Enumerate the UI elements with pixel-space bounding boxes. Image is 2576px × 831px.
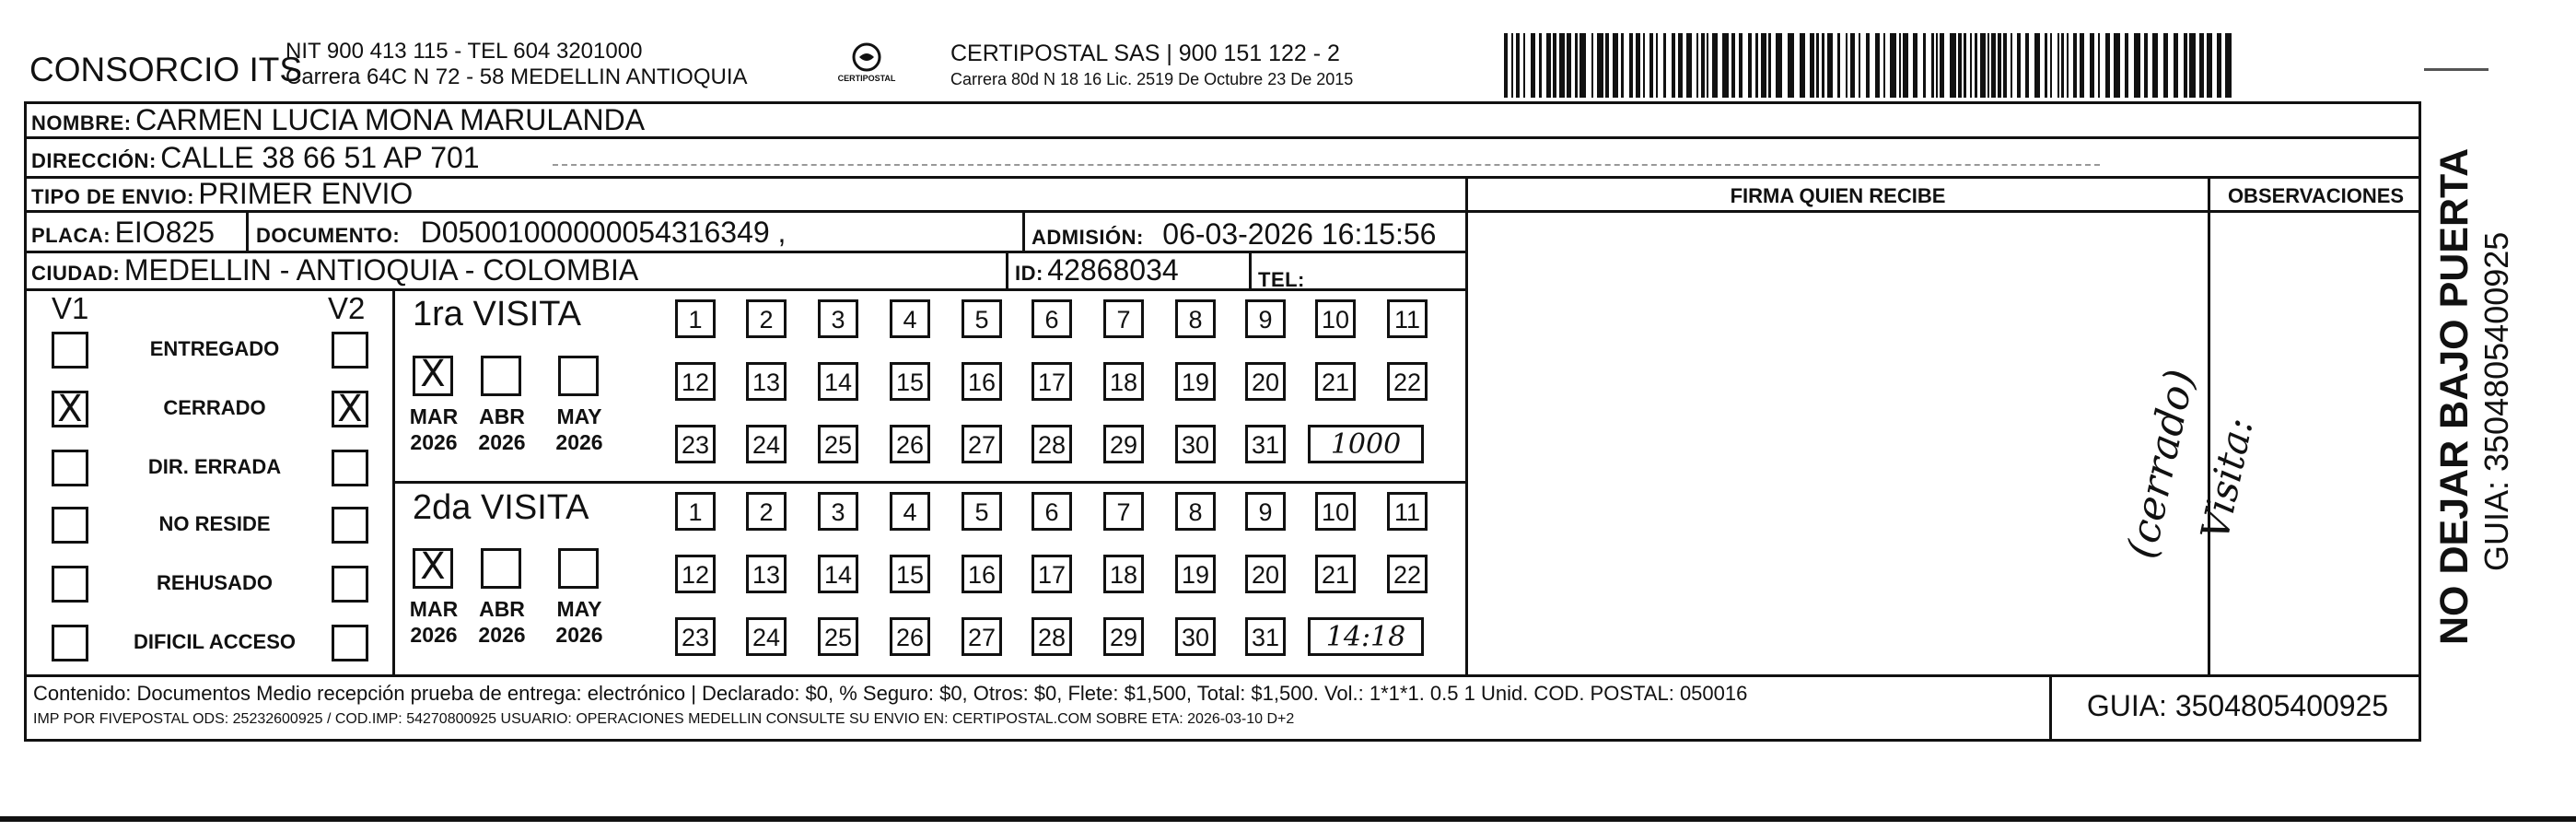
- barcode-bar: [2189, 33, 2196, 98]
- tipo-row: [31, 177, 413, 211]
- day-box[interactable]: 26: [890, 425, 930, 463]
- barcode-bar: [1761, 33, 1766, 98]
- status-v1-checkbox[interactable]: [52, 625, 88, 661]
- barcode-bar: [1722, 33, 1729, 98]
- status-label: REHUSADO: [157, 571, 273, 594]
- footer-line-1: Contenido: Documentos Medio recepción prueba de entrega: electrónico | Declarado: $0, % Seguro: $0, Otros: $0, Flete: $1,500, Total: $1,500. Vol.: 1*1*1. 0.5 1 Unid. COD. POSTAL: 050016: [33, 682, 1748, 705]
- barcode-bar: [2017, 33, 2021, 98]
- visit2-title: 2da VISITA: [413, 488, 589, 527]
- admision-row: [1032, 217, 1436, 252]
- checkbox-mark: X: [420, 545, 446, 588]
- day-box[interactable]: 19: [1175, 362, 1216, 401]
- day-box[interactable]: 5: [962, 299, 1002, 338]
- barcode-bar: [1822, 33, 1824, 98]
- visit-time-box[interactable]: 14:18: [1308, 617, 1424, 656]
- day-box[interactable]: 29: [1103, 617, 1144, 656]
- barcode-bar: [1827, 33, 1833, 98]
- day-box[interactable]: 6: [1032, 299, 1072, 338]
- barcode-bar: [1546, 33, 1551, 98]
- barcode-bar: [1816, 33, 1819, 98]
- barcode-bar: [1890, 33, 1896, 98]
- barcode-bar: [1950, 33, 1956, 98]
- barcode-bar: [1567, 33, 1571, 98]
- barcode-bar: [2144, 33, 2148, 98]
- day-box[interactable]: 7: [1103, 299, 1144, 338]
- month-year: 2026: [410, 430, 458, 454]
- barcode-bar: [1998, 33, 2001, 98]
- barcode-bar: [1504, 33, 1508, 98]
- barcode-bar: [1923, 33, 1926, 98]
- barcode-bar: [1531, 33, 1535, 98]
- month-year: 2026: [555, 430, 603, 454]
- day-box[interactable]: 20: [1245, 555, 1286, 593]
- day-box[interactable]: 19: [1175, 555, 1216, 593]
- barcode-bar: [2098, 33, 2100, 98]
- day-box[interactable]: 23: [675, 617, 716, 656]
- barcode-bar: [2105, 33, 2110, 98]
- company-name: CONSORCIO ITS: [29, 51, 303, 88]
- status-label: DIFICIL ACCESO: [133, 630, 296, 653]
- tipo-label: TIPO DE ENVIO:: [31, 185, 194, 208]
- barcode-bar: [1903, 33, 1908, 98]
- status-v1-checkbox[interactable]: [52, 507, 88, 544]
- day-box[interactable]: 9: [1245, 492, 1286, 531]
- barcode-bar: [1511, 33, 1513, 98]
- day-box[interactable]: 16: [962, 362, 1002, 401]
- barcode-bar: [1776, 33, 1782, 98]
- documento-value: D05001000000054316349 ,: [420, 216, 787, 249]
- day-box[interactable]: 30: [1175, 617, 1216, 656]
- status-v1-checkbox[interactable]: [52, 450, 88, 486]
- day-box[interactable]: 28: [1032, 617, 1072, 656]
- visit1-month-checkbox[interactable]: [558, 356, 599, 396]
- day-box[interactable]: 2: [746, 299, 787, 338]
- checkbox-mark: X: [420, 353, 446, 395]
- id-value: 42868034: [1047, 253, 1179, 287]
- barcode-bar: [2067, 33, 2069, 98]
- day-box[interactable]: 8: [1175, 299, 1216, 338]
- day-box[interactable]: 6: [1032, 492, 1072, 531]
- day-box[interactable]: 13: [746, 555, 787, 593]
- page-bottom-rule: [0, 816, 2576, 822]
- day-box[interactable]: 28: [1032, 425, 1072, 463]
- barcode-bar: [1575, 33, 1578, 98]
- barcode-bar: [1559, 33, 1565, 98]
- barcode-bar: [2225, 33, 2232, 98]
- day-box[interactable]: 17: [1032, 362, 1072, 401]
- day-box[interactable]: 4: [890, 492, 930, 531]
- day-box[interactable]: 21: [1315, 555, 1356, 593]
- barcode-bar: [2073, 33, 2077, 98]
- tipo-value: PRIMER ENVIO: [198, 177, 414, 210]
- col-rule: [1465, 176, 1468, 674]
- col-rule: [246, 210, 249, 251]
- month-label: MAY: [556, 404, 602, 428]
- barcode-bar: [1649, 33, 1653, 98]
- barcode-bar: [2134, 33, 2140, 98]
- month-year: 2026: [555, 623, 603, 647]
- placa-label: PLACA:: [31, 224, 111, 247]
- col-rule: [392, 288, 395, 674]
- day-box[interactable]: 3: [818, 299, 858, 338]
- barcode-bar: [2184, 33, 2187, 98]
- barcode-bar: [1850, 33, 1855, 98]
- barcode-bar: [1875, 33, 1880, 98]
- placa-row: [31, 216, 215, 250]
- barcode-bar: [1899, 33, 1901, 98]
- barcode-bar: [1663, 33, 1666, 98]
- barcode-bar: [1516, 33, 1520, 98]
- ciudad-label: CIUDAD:: [31, 262, 121, 285]
- day-box[interactable]: 30: [1175, 425, 1216, 463]
- barcode-bar: [1605, 33, 1609, 98]
- logo-caption: CERTIPOSTAL: [837, 74, 896, 83]
- day-box[interactable]: 27: [962, 425, 1002, 463]
- barcode-bar: [1800, 33, 1805, 98]
- barcode-bar: [2080, 33, 2084, 98]
- barcode-bar: [1621, 33, 1624, 98]
- barcode-bar: [1755, 33, 1758, 98]
- day-box[interactable]: 2: [746, 492, 787, 531]
- barcode-bar: [1712, 33, 1718, 98]
- barcode-bar: [1579, 33, 1586, 98]
- barcode-bar: [1940, 33, 1944, 98]
- status-v2-checkbox[interactable]: [332, 450, 368, 486]
- day-box[interactable]: 25: [818, 617, 858, 656]
- footer-line-2: IMP POR FIVEPOSTAL ODS: 25232600925 / COD.IMP: 54270800925 USUARIO: OPERACIONES MEDELLIN CONSULTE SU ENVIO EN: CERTIPOSTAL.COM SOBRE ETA: 2026-03-10 D+2: [33, 711, 1295, 727]
- company-address: Carrera 64C N 72 - 58 MEDELLIN ANTIOQUIA: [286, 64, 748, 89]
- barcode-bar: [1613, 33, 1618, 98]
- barcode-bar: [1539, 33, 1542, 98]
- visit1-title: 1ra VISITA: [413, 295, 582, 334]
- day-box[interactable]: 12: [675, 362, 716, 401]
- visit1-month-checkbox[interactable]: [481, 356, 521, 396]
- barcode-bar: [2090, 33, 2094, 98]
- day-box[interactable]: 11: [1387, 299, 1428, 338]
- day-box[interactable]: 4: [890, 299, 930, 338]
- barcode-bar: [1810, 33, 1814, 98]
- day-box[interactable]: 24: [746, 617, 787, 656]
- day-box[interactable]: 31: [1245, 617, 1286, 656]
- barcode-bar: [1731, 33, 1735, 98]
- day-box[interactable]: 20: [1245, 362, 1286, 401]
- direccion-label: DIRECCIÓN:: [31, 149, 157, 172]
- visit1-month-checkbox[interactable]: [413, 353, 453, 396]
- day-box[interactable]: 23: [675, 425, 716, 463]
- barcode: [1504, 33, 2236, 98]
- month-label: ABR: [479, 597, 525, 621]
- day-box[interactable]: 29: [1103, 425, 1144, 463]
- barcode-bar: [1975, 33, 1977, 98]
- barcode-bar: [2114, 33, 2120, 98]
- status-v1-checkbox[interactable]: [52, 388, 88, 430]
- barcode-bar: [1859, 33, 1860, 98]
- month-label: ABR: [479, 404, 525, 428]
- row-rule: [24, 674, 2421, 677]
- month-label: MAY: [556, 597, 602, 621]
- id-row: [1015, 253, 1179, 287]
- barcode-bar: [2050, 33, 2052, 98]
- visit2-month-checkbox[interactable]: [413, 545, 453, 589]
- observation-note-2: Visita:: [2192, 413, 2262, 544]
- documento-label: DOCUMENTO:: [256, 224, 401, 247]
- status-v2-checkbox[interactable]: [332, 566, 368, 603]
- barcode-bar: [1678, 33, 1683, 98]
- status-label: CERRADO: [163, 396, 266, 419]
- day-box[interactable]: 13: [746, 362, 787, 401]
- day-box[interactable]: 15: [890, 362, 930, 401]
- month-label: MAR: [409, 597, 459, 621]
- no-dejar-bajo-puerta: NO DEJAR BAJO PUERTA: [2432, 147, 2477, 645]
- col-rule: [1249, 251, 1252, 288]
- barcode-bar: [2045, 33, 2047, 98]
- checkbox-mark: X: [337, 388, 363, 430]
- col-rule: [2049, 674, 2052, 742]
- barcode-bar: [1591, 33, 1593, 98]
- status-v2-checkbox[interactable]: [332, 332, 368, 369]
- footer-guia: GUIA: 3504805400925: [2086, 689, 2389, 722]
- day-box[interactable]: 18: [1103, 362, 1144, 401]
- barcode-bar: [1672, 33, 1675, 98]
- month-year: 2026: [478, 430, 526, 454]
- day-box[interactable]: 18: [1103, 555, 1144, 593]
- ciudad-value: MEDELLIN - ANTIOQUIA - COLOMBIA: [123, 253, 639, 287]
- status-v1-checkbox[interactable]: [52, 566, 88, 603]
- barcode-bar: [1686, 33, 1692, 98]
- day-box[interactable]: 9: [1245, 299, 1286, 338]
- documento-row: [256, 216, 786, 250]
- barcode-bar: [1739, 33, 1743, 98]
- nombre-value: CARMEN LUCIA MONA MARULANDA: [135, 103, 646, 136]
- direccion-row: [31, 141, 480, 175]
- month-year: 2026: [410, 623, 458, 647]
- barcode-bar: [1696, 33, 1698, 98]
- barcode-bar: [2199, 33, 2204, 98]
- barcode-bar: [2217, 33, 2221, 98]
- day-box[interactable]: 25: [818, 425, 858, 463]
- day-box[interactable]: 14: [818, 362, 858, 401]
- admision-label: ADMISIÓN:: [1032, 226, 1144, 249]
- day-box[interactable]: 17: [1032, 555, 1072, 593]
- nombre-row: [31, 103, 645, 137]
- barcode-bar: [1837, 33, 1840, 98]
- barcode-bar: [2025, 33, 2029, 98]
- tel-row: [1258, 260, 1305, 294]
- status-v1-checkbox[interactable]: [52, 332, 88, 369]
- nombre-label: NOMBRE:: [31, 111, 132, 135]
- month-year: 2026: [478, 623, 526, 647]
- barcode-bar: [2163, 33, 2168, 98]
- barcode-bar: [1866, 33, 1870, 98]
- barcode-bar: [2174, 33, 2178, 98]
- barcode-bar: [1597, 33, 1603, 98]
- barcode-bar: [1636, 33, 1640, 98]
- carrier-name: CERTIPOSTAL SAS | 900 151 122 - 2: [950, 41, 1340, 66]
- barcode-bar: [2061, 33, 2064, 98]
- barcode-bar: [1788, 33, 1794, 98]
- direccion-dots: [553, 164, 2100, 166]
- company-nit: NIT 900 413 115 - TEL 604 3201000: [286, 39, 643, 64]
- barcode-bar: [2152, 33, 2158, 98]
- status-label: DIR. ERRADA: [147, 455, 282, 478]
- barcode-bar: [1987, 33, 1989, 98]
- barcode-bar: [2057, 33, 2059, 98]
- day-box[interactable]: 1: [675, 299, 716, 338]
- barcode-bar: [1964, 33, 1966, 98]
- status-label: ENTREGADO: [149, 337, 280, 360]
- firma-header: FIRMA QUIEN RECIBE: [1730, 184, 1946, 207]
- barcode-bar: [1931, 33, 1934, 98]
- barcode-bar: [1846, 33, 1847, 98]
- certipostal-logo: [834, 37, 899, 101]
- col-rule: [1006, 251, 1008, 288]
- carrier-address: Carrera 80d N 18 16 Lic. 2519 De Octubre 23 De 2015: [950, 70, 1354, 88]
- month-label: MAR: [409, 404, 459, 428]
- status-v2-checkbox[interactable]: [332, 388, 368, 430]
- barcode-bar: [1707, 33, 1708, 98]
- ciudad-row: [31, 253, 638, 287]
- barcode-bar: [1748, 33, 1752, 98]
- visit-time-box[interactable]: 1000: [1308, 425, 1424, 463]
- day-box[interactable]: 15: [890, 555, 930, 593]
- barcode-bar: [1991, 33, 1996, 98]
- admision-value: 06-03-2026 16:15:56: [1162, 217, 1437, 251]
- tel-label: TEL:: [1258, 268, 1305, 291]
- col-rule: [2208, 176, 2210, 674]
- day-box[interactable]: 26: [890, 617, 930, 656]
- barcode-bar: [1768, 33, 1771, 98]
- col-rule: [1022, 210, 1025, 251]
- barcode-bar: [1523, 33, 1525, 98]
- day-box[interactable]: 1: [675, 492, 716, 531]
- day-box[interactable]: 24: [746, 425, 787, 463]
- visit2-month-checkbox[interactable]: [481, 548, 521, 589]
- barcode-bar: [2003, 33, 2007, 98]
- status-label: NO RESIDE: [158, 512, 271, 535]
- barcode-bar: [1883, 33, 1885, 98]
- row-rule: [392, 481, 1468, 484]
- day-box[interactable]: 10: [1315, 299, 1356, 338]
- visit2-month-checkbox[interactable]: [558, 548, 599, 589]
- day-box[interactable]: 22: [1387, 555, 1428, 593]
- day-box[interactable]: 27: [962, 617, 1002, 656]
- placa-value: EIO825: [114, 216, 216, 249]
- checkbox-mark: X: [57, 388, 83, 430]
- day-box[interactable]: 10: [1315, 492, 1356, 531]
- day-box[interactable]: 21: [1315, 362, 1356, 401]
- dash-mark: [2424, 68, 2489, 71]
- day-box[interactable]: 22: [1387, 362, 1428, 401]
- barcode-bar: [1656, 33, 1658, 98]
- day-box[interactable]: 8: [1175, 492, 1216, 531]
- barcode-bar: [1936, 33, 1938, 98]
- barcode-bar: [2011, 33, 2012, 98]
- status-v2-checkbox[interactable]: [332, 625, 368, 661]
- day-box[interactable]: 7: [1103, 492, 1144, 531]
- side-guia: GUIA: 3504805400925: [2477, 231, 2515, 571]
- observation-note-1: (cerrado): [2118, 365, 2205, 563]
- row-rule: [24, 288, 1468, 291]
- id-label: ID:: [1015, 262, 1043, 285]
- barcode-bar: [1970, 33, 1972, 98]
- day-box[interactable]: 12: [675, 555, 716, 593]
- barcode-bar: [1913, 33, 1917, 98]
- barcode-bar: [2125, 33, 2128, 98]
- day-box[interactable]: 31: [1245, 425, 1286, 463]
- barcode-bar: [2034, 33, 2040, 98]
- v1-header: V1: [52, 291, 89, 325]
- barcode-bar: [2207, 33, 2212, 98]
- direccion-value: CALLE 38 66 51 AP 701: [160, 141, 480, 174]
- day-box[interactable]: 3: [818, 492, 858, 531]
- barcode-bar: [1701, 33, 1705, 98]
- observaciones-header: OBSERVACIONES: [2227, 184, 2405, 207]
- status-v2-checkbox[interactable]: [332, 507, 368, 544]
- day-box[interactable]: 16: [962, 555, 1002, 593]
- barcode-bar: [1980, 33, 1986, 98]
- barcode-bar: [1958, 33, 1962, 98]
- day-box[interactable]: 11: [1387, 492, 1428, 531]
- v2-header: V2: [328, 291, 366, 325]
- barcode-bar: [1553, 33, 1556, 98]
- day-box[interactable]: 5: [962, 492, 1002, 531]
- barcode-bar: [1643, 33, 1645, 98]
- day-box[interactable]: 14: [818, 555, 858, 593]
- barcode-bar: [1629, 33, 1633, 98]
